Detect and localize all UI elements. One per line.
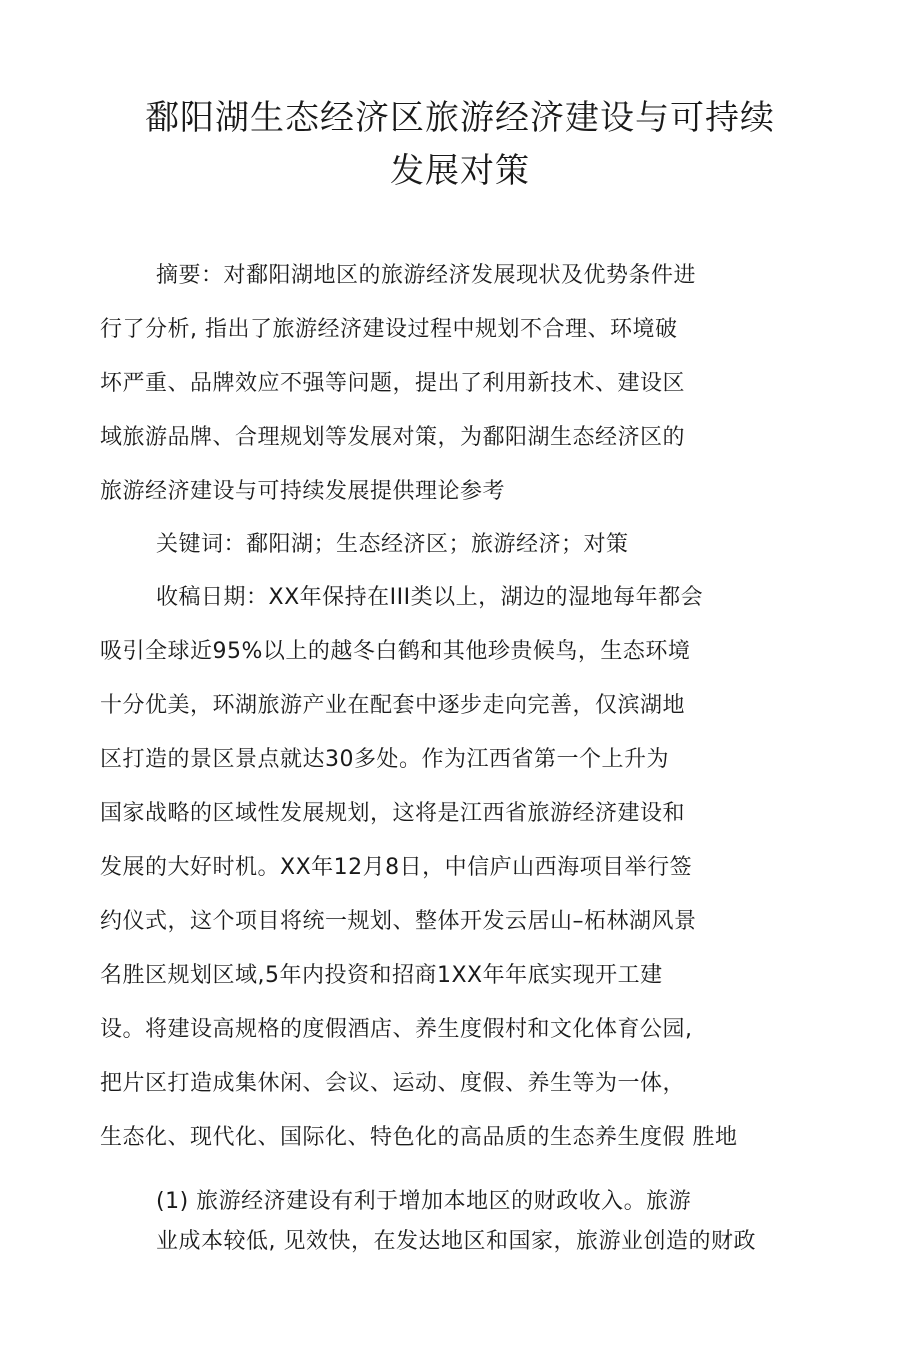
abstract-line: 摘要：对鄱阳湖地区的旅游经济发展现状及优势条件进 xyxy=(156,263,697,288)
body-line: 区打造的景区景点就达30多处。作为江西省第一个上升为 xyxy=(100,747,669,772)
body-line: 发展的大好时机。XX年12月8日，中信庐山西海项目举行签 xyxy=(100,855,693,880)
body-line: 生态化、现代化、国际化、特色化的高品质的生态养生度假 胜地 xyxy=(100,1125,738,1150)
abstract-line: 域旅游品牌、合理规划等发展对策，为鄱阳湖生态经济区的 xyxy=(100,425,686,450)
section-line: 业成本较低, 见效快，在发达地区和国家，旅游业创造的财政 xyxy=(156,1229,756,1254)
body-line: 设。将建设高规格的度假酒店、养生度假村和文化体育公园, xyxy=(100,1017,693,1042)
abstract-line: 旅游经济建设与可持续发展提供理论参考 xyxy=(100,479,506,504)
document-title-line-1: 鄱阳湖生态经济区旅游经济建设与可持续 xyxy=(145,98,775,138)
body-line: 名胜区规划区域,5年内投资和招商1XX年年底实现开工建 xyxy=(100,963,663,988)
body-line: 国家战略的区域性发展规划，这将是江西省旅游经济建设和 xyxy=(100,801,686,826)
abstract-line: 行了分析, 指出了旅游经济建设过程中规划不合理、环境破 xyxy=(100,317,678,342)
body-line: 约仪式，这个项目将统一规划、整体开发云居山–柘林湖风景 xyxy=(100,909,697,934)
abstract-line: 坏严重、品牌效应不强等问题，提出了利用新技术、建设区 xyxy=(100,371,686,396)
document-title-line-2: 发展对策 xyxy=(390,151,530,191)
body-line: 把片区打造成集休闲、会议、运动、度假、养生等为一体， xyxy=(100,1071,686,1096)
keywords-line: 关键词：鄱阳湖；生态经济区；旅游经济；对策 xyxy=(156,532,629,557)
body-line: 收稿日期：XX年保持在III类以上，湖边的湿地每年都会 xyxy=(156,585,704,610)
body-line: 十分优美，环湖旅游产业在配套中逐步走向完善，仅滨湖地 xyxy=(100,693,686,718)
section-line: (1) 旅游经济建设有利于增加本地区的财政收入。旅游 xyxy=(156,1189,692,1214)
body-line: 吸引全球近95%以上的越冬白鹤和其他珍贵候鸟，生态环境 xyxy=(100,639,691,664)
